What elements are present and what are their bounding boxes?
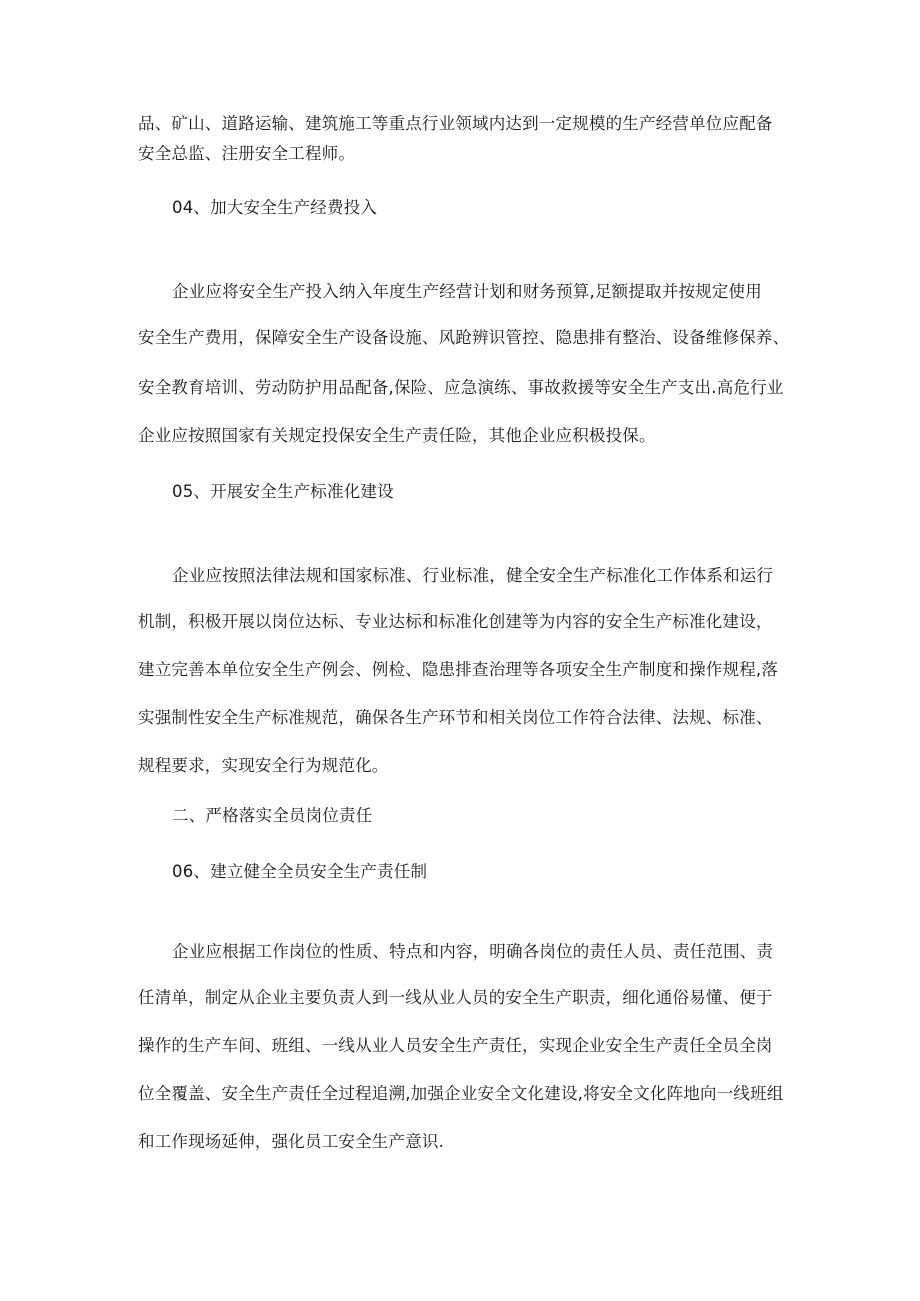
paragraph-line: 企业应将安全生产投入纳入年度生产经营计划和财务预算,足额提取并按规定使用 <box>172 282 762 301</box>
paragraph-line: 企业应根据工作岗位的性质、特点和内容，明确各岗位的责任人员、责任范围、责 <box>172 942 774 961</box>
section-heading-04: 04、加大安全生产经费投入 <box>172 198 378 217</box>
paragraph-line: 品、矿山、道路运输、建筑施工等重点行业领域内达到一定规模的生产经营单位应配备 <box>138 114 773 133</box>
paragraph-line: 规程要求，实现安全行为规范化。 <box>138 756 389 775</box>
section-heading-06: 06、建立健全全员安全生产责任制 <box>172 862 428 881</box>
paragraph-line: 实强制性安全生产标准规范，确保各生产环节和相关岗位工作符合法律、法规、标准、 <box>138 708 773 727</box>
paragraph-line: 位全覆盖、安全生产责任全过程追溯,加强企业安全文化建设,将安全文化阵地向一线班组 <box>138 1084 784 1103</box>
paragraph-line: 和工作现场延伸，强化员工安全生产意识. <box>138 1132 445 1151</box>
paragraph-line: 企业应按照法律法规和国家标准、行业标准，健全安全生产标准化工作体系和运行 <box>172 566 774 585</box>
paragraph-line: 建立完善本单位安全生产例会、例检、隐患排查治理等各项安全生产制度和操作规程,落 <box>138 660 779 679</box>
paragraph-line: 企业应按照国家有关规定投保安全生产责任险，其他企业应积极投保。 <box>138 426 656 445</box>
paragraph-line: 安全教育培训、劳动防护用品配备,保险、应急演练、事故救援等安全生产支出.高危行业 <box>138 378 784 397</box>
section-heading-05: 05、开展安全生产标准化建设 <box>172 482 394 501</box>
paragraph-line: 机制，积极开展以岗位达标、专业达标和标准化创建等为内容的安全生产标准化建设， <box>138 612 773 631</box>
paragraph-line: 操作的生产车间、班组、一线从业人员安全生产责任，实现企业安全生产责任全员全岗 <box>138 1036 773 1055</box>
paragraph-line: 任清单，制定从企业主要负责人到一线从业人员的安全生产职责，细化通俗易懂、便于 <box>138 988 773 1007</box>
paragraph-line: 安全总监、注册安全工程师。 <box>138 144 356 163</box>
chapter-heading-2: 二、严格落实全员岗位责任 <box>172 806 373 825</box>
paragraph-line: 安全生产费用，保障安全生产设备设施、风跄辨识管控、隐患排有整治、设备维修保养、 <box>138 328 790 347</box>
